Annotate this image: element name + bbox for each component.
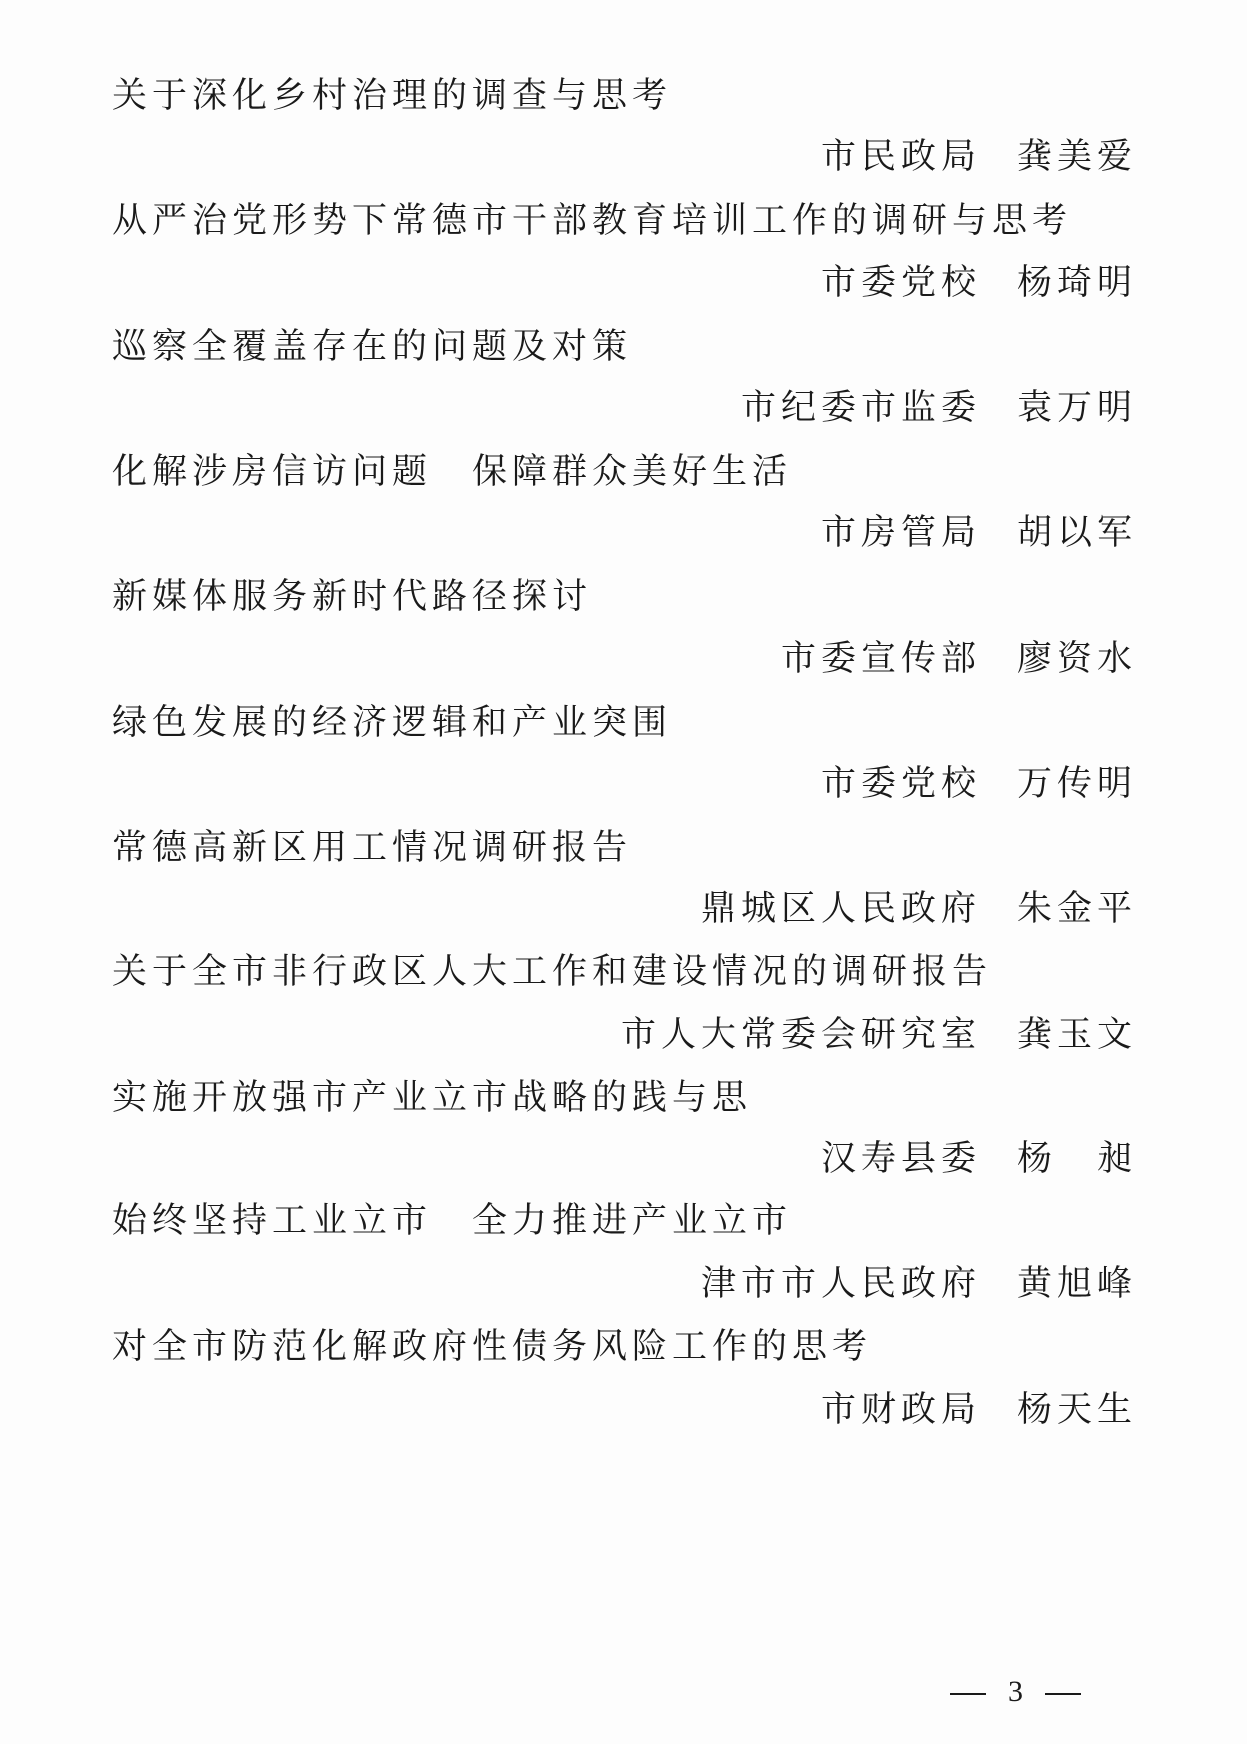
entry-title: 实施开放强市产业立市战略的践与思: [112, 1078, 753, 1118]
entry-title: 始终坚持工业立市 全力推进产业立市: [112, 1201, 793, 1241]
entry-author-line: [821, 1388, 1137, 1432]
entry-author: 龚美爱: [1016, 137, 1137, 177]
entry-author: 黄旭峰: [1016, 1264, 1137, 1304]
entry-author: 胡以军: [1016, 513, 1137, 553]
entry-author-line: [821, 762, 1137, 806]
dash-left: [950, 1693, 986, 1695]
entry-title: 绿色发展的经济逻辑和产业突围: [112, 703, 673, 743]
entry-author: 杨天生: [1016, 1390, 1137, 1430]
entry-title: 关于深化乡村治理的调查与思考: [112, 76, 673, 116]
entry-author-line: [701, 1262, 1137, 1306]
entry-title: 从严治党形势下常德市干部教育培训工作的调研与思考: [112, 201, 1073, 241]
page-number: [950, 1675, 1081, 1709]
dash-right: [1045, 1693, 1081, 1695]
entry-department: 市民政局: [820, 137, 981, 177]
entry-author: 廖资水: [1016, 639, 1137, 679]
entry-author: 万传明: [1016, 764, 1137, 804]
entry-department: 市人大常委会研究室: [620, 1015, 981, 1055]
entry-title: 巡察全覆盖存在的问题及对策: [112, 327, 633, 367]
entry-author: 龚玉文: [1016, 1015, 1137, 1055]
entry-author-line: [781, 637, 1137, 681]
entry-department: 市财政局: [820, 1390, 981, 1430]
entry-department: 市房管局: [820, 513, 981, 553]
entry-title: 化解涉房信访问题 保障群众美好生活: [112, 452, 793, 492]
entry-department: 市委宣传部: [780, 639, 981, 679]
entry-author-line: [701, 887, 1137, 931]
page-number-value: 3: [1008, 1675, 1023, 1708]
entry-author: 袁万明: [1016, 388, 1137, 428]
entry-title: 常德高新区用工情况调研报告: [112, 828, 633, 868]
entry-department: 鼎城区人民政府: [700, 889, 981, 929]
entry-title: 新媒体服务新时代路径探讨: [112, 577, 593, 617]
entry-author-line: [821, 261, 1137, 305]
entry-author: 杨 昶: [1016, 1139, 1137, 1179]
entry-author-line: [821, 135, 1137, 179]
entry-department: 汉寿县委: [820, 1139, 981, 1179]
entry-department: 市纪委市监委: [740, 388, 981, 428]
entry-department: 市委党校: [820, 764, 981, 804]
entry-author: 杨琦明: [1016, 263, 1137, 303]
entry-author-line: [741, 386, 1137, 430]
entry-author-line: [821, 1137, 1137, 1181]
entry-department: 市委党校: [820, 263, 981, 303]
entry-author-line: [621, 1013, 1137, 1057]
entry-title: 对全市防范化解政府性债务风险工作的思考: [112, 1327, 873, 1367]
entry-title: 关于全市非行政区人大工作和建设情况的调研报告: [112, 952, 993, 992]
entry-department: 津市市人民政府: [700, 1264, 981, 1304]
entry-author-line: [821, 511, 1137, 555]
entry-author: 朱金平: [1016, 889, 1137, 929]
